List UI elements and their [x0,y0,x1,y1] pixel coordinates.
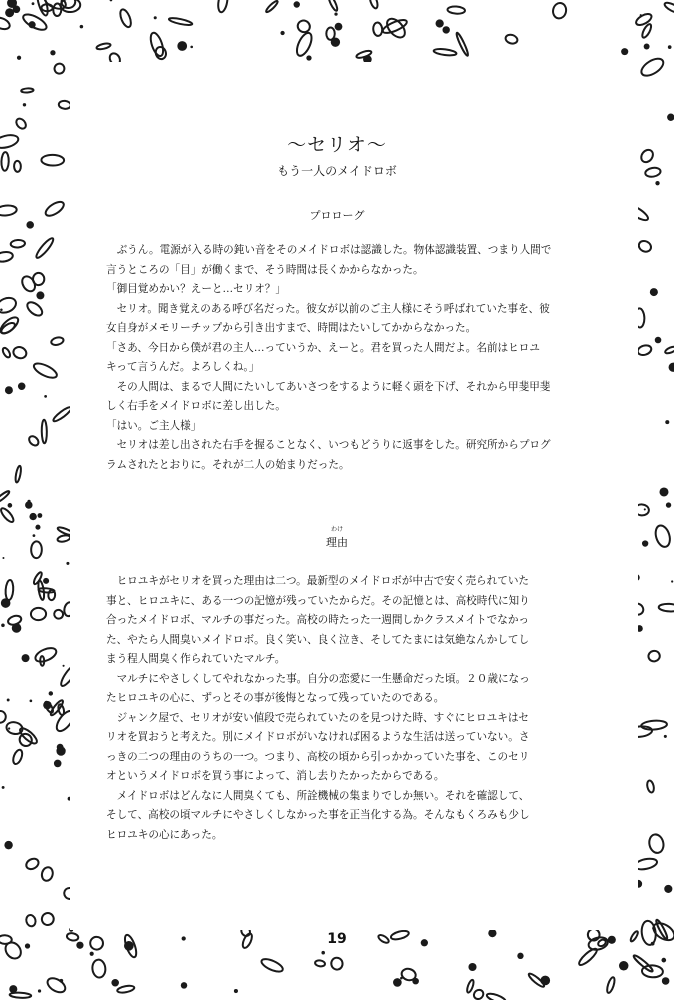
text-line: ヒロユキがセリオを買った理由は二つ。最新型のメイドロボが中古で安く売られていた [106,575,530,587]
text-line: ラムされたとおりに。それが二人の始まりだった。 [106,458,350,471]
ink-blot [334,12,337,15]
ink-blot [665,420,669,424]
ink-blot [619,961,628,970]
text-line: 「御目覚めかい？えーと…セリオ？」 [106,283,286,295]
ink-blot [331,38,340,47]
ink-blot [294,1,300,7]
reason-heading-with-ruby [326,526,348,550]
ink-blot [0,309,3,312]
ink-blot [37,513,42,518]
ink-blot [35,525,40,530]
text-line: 女自身がメモリーチップから引き出すまで、時間はたいしてかからなかった。 [106,322,477,334]
ink-blot [154,16,157,19]
ink-blot [652,927,655,930]
ink-blot [517,953,523,959]
ink-blot [2,786,5,789]
ink-blot [5,386,13,394]
ink-blot [540,976,550,986]
text-line: っきの二つの理由のうちの一つ。つまり、高校の頃から引っかかっていた事を、このセリ [106,750,530,763]
text-line: セリオ。聞き覚えのある呼び名だった。彼女が以前のご主人様にそう呼ばれていた事を、彼 [106,302,550,315]
ink-blot [36,291,44,299]
ink-blot [662,977,670,985]
ink-blot [66,562,69,565]
ink-blot [63,665,65,667]
text-line: マルチにやさしくしてやれなかった事。自分の恋愛に一生懸命だった頃。２０歳になっ [106,672,530,685]
ink-blot [640,14,642,16]
ink-blot [1,624,5,628]
text-line: 事と、ヒロユキに、ある一つの記憶が残っていたからだ。その記憶とは、高校時代に知り [106,594,530,607]
ink-blot [436,19,444,27]
ink-blot [57,744,64,751]
section-heading-reason [0,526,674,550]
ink-blot [661,958,666,963]
story-subtitle: もう一人のメイドロボ [277,164,397,178]
ink-blot [412,978,419,985]
ink-blot [44,395,47,398]
ink-blot [80,25,84,29]
ink-blot [23,103,26,106]
story-title: 〜セリオ〜 [287,134,387,156]
ink-blot [2,557,4,559]
text-line: しく右手をメイドロボに差し出した。 [106,400,286,412]
text-line: 言うところの「目」が働くまで、そう時間は長くかからなかった。 [106,263,424,276]
ink-blot [9,985,17,993]
ink-blot [7,699,10,702]
ink-blot [30,700,33,703]
ink-blot [18,383,26,391]
ink-blot [38,989,41,992]
ink-blot [12,623,22,633]
ink-blot [321,951,325,955]
text-line: セリオは差し出された右手を握ることなく、いつもどうりに返事をした。研究所からプログ [106,439,551,451]
text-line: リオを買おうと考えた。別にメイドロボがいなければ困るような生活は送っていない。さ [106,731,530,743]
ink-blot [43,701,51,709]
ink-blot [5,8,14,17]
text-line: たヒロユキの心に、ずっとその事が後悔となって残っていたのである。 [106,692,445,704]
ink-blot [644,508,646,510]
ink-blot [8,503,13,508]
ink-blot [25,501,32,508]
ink-blot [17,56,21,60]
ink-blot [400,977,403,980]
ink-blot [29,513,36,520]
ink-blot [664,885,672,893]
ink-blot [8,727,10,729]
ink-blot [655,181,659,185]
text-line: ジャンク屋で、セリオが安い値段で売られていたのを見つけた時、すぐにヒロユキはセ [106,711,530,724]
ink-blot [659,487,668,496]
text-line: オというメイドロボを買う事によって、消し去りたかったからである。 [106,770,445,782]
ink-blot [90,952,94,956]
text-line: その人間は、まるで人間にたいしてあいさつをするように軽く頭を下げ、それから甲斐甲斐 [106,380,551,393]
text-line: 「はい。ご主人様」 [106,419,202,432]
prologue-text [106,241,564,475]
ink-blot [650,288,658,296]
section-heading-prologue: プロローグ [309,209,365,222]
ink-blot [190,46,193,49]
ink-blot [177,41,187,51]
ink-blot [644,44,650,50]
ink-blot [306,55,311,60]
page-number: 19 [327,931,347,947]
reason-heading-text: 理由 [326,536,348,549]
ink-blot [4,841,12,849]
ink-blot [22,654,30,662]
ink-blot [655,337,662,344]
ink-blot [1,598,11,608]
ruby-reading: わけ [330,526,343,533]
ink-blot [671,580,673,582]
ink-blot [664,735,667,738]
text-line: ぶうん。電源が入る時の鈍い音をそのメイドロボは認識した。物体認識装置、つまり人間で [106,244,552,256]
ink-blot [111,979,119,987]
ink-blot [666,502,671,507]
ink-blot [280,31,284,35]
ink-blot [393,978,402,987]
ink-blot [621,48,628,55]
text-line: キって言うんだ。よろしくね。」 [106,361,260,373]
ink-blot [49,691,53,695]
text-line: ヒロユキの心にあった。 [106,828,223,841]
text-line: メイドロボはどんなに人間臭くても、所詮機械の集まりでしか無い。それを確認して、 [106,789,530,802]
ink-blot [54,760,62,768]
text-line: 「さあ、今日から僕が君の主人…っていうか、えーと。君を買った人間だよ。名前はヒロユ [106,341,540,354]
ink-blot [234,989,238,993]
ink-blot [442,26,449,33]
ink-blot [59,979,63,983]
ink-blot [43,578,49,584]
ink-blot [29,21,36,28]
text-line: まう程人間臭く作られていたマルチ。 [106,653,286,665]
ink-blot [468,963,476,971]
text-line: た、やたら人間臭いメイドロボ。良く笑い、良く泣き、そしてたまには気絶なんかしてし [106,633,530,646]
text-line: 合ったメイドロボ、マルチの事だった。高校の時たった一週間しかクラスメイトでなかっ [106,614,530,626]
ink-blot [32,2,35,5]
ink-blot [335,23,343,31]
ink-blot [50,50,55,55]
ink-blot [181,982,187,988]
ink-blot [668,45,672,49]
reason-text [106,572,564,845]
text-line: そして、高校の頃マルチにやさしくしなかった事を正当化する為。そんなもくろみも少し [106,809,530,821]
